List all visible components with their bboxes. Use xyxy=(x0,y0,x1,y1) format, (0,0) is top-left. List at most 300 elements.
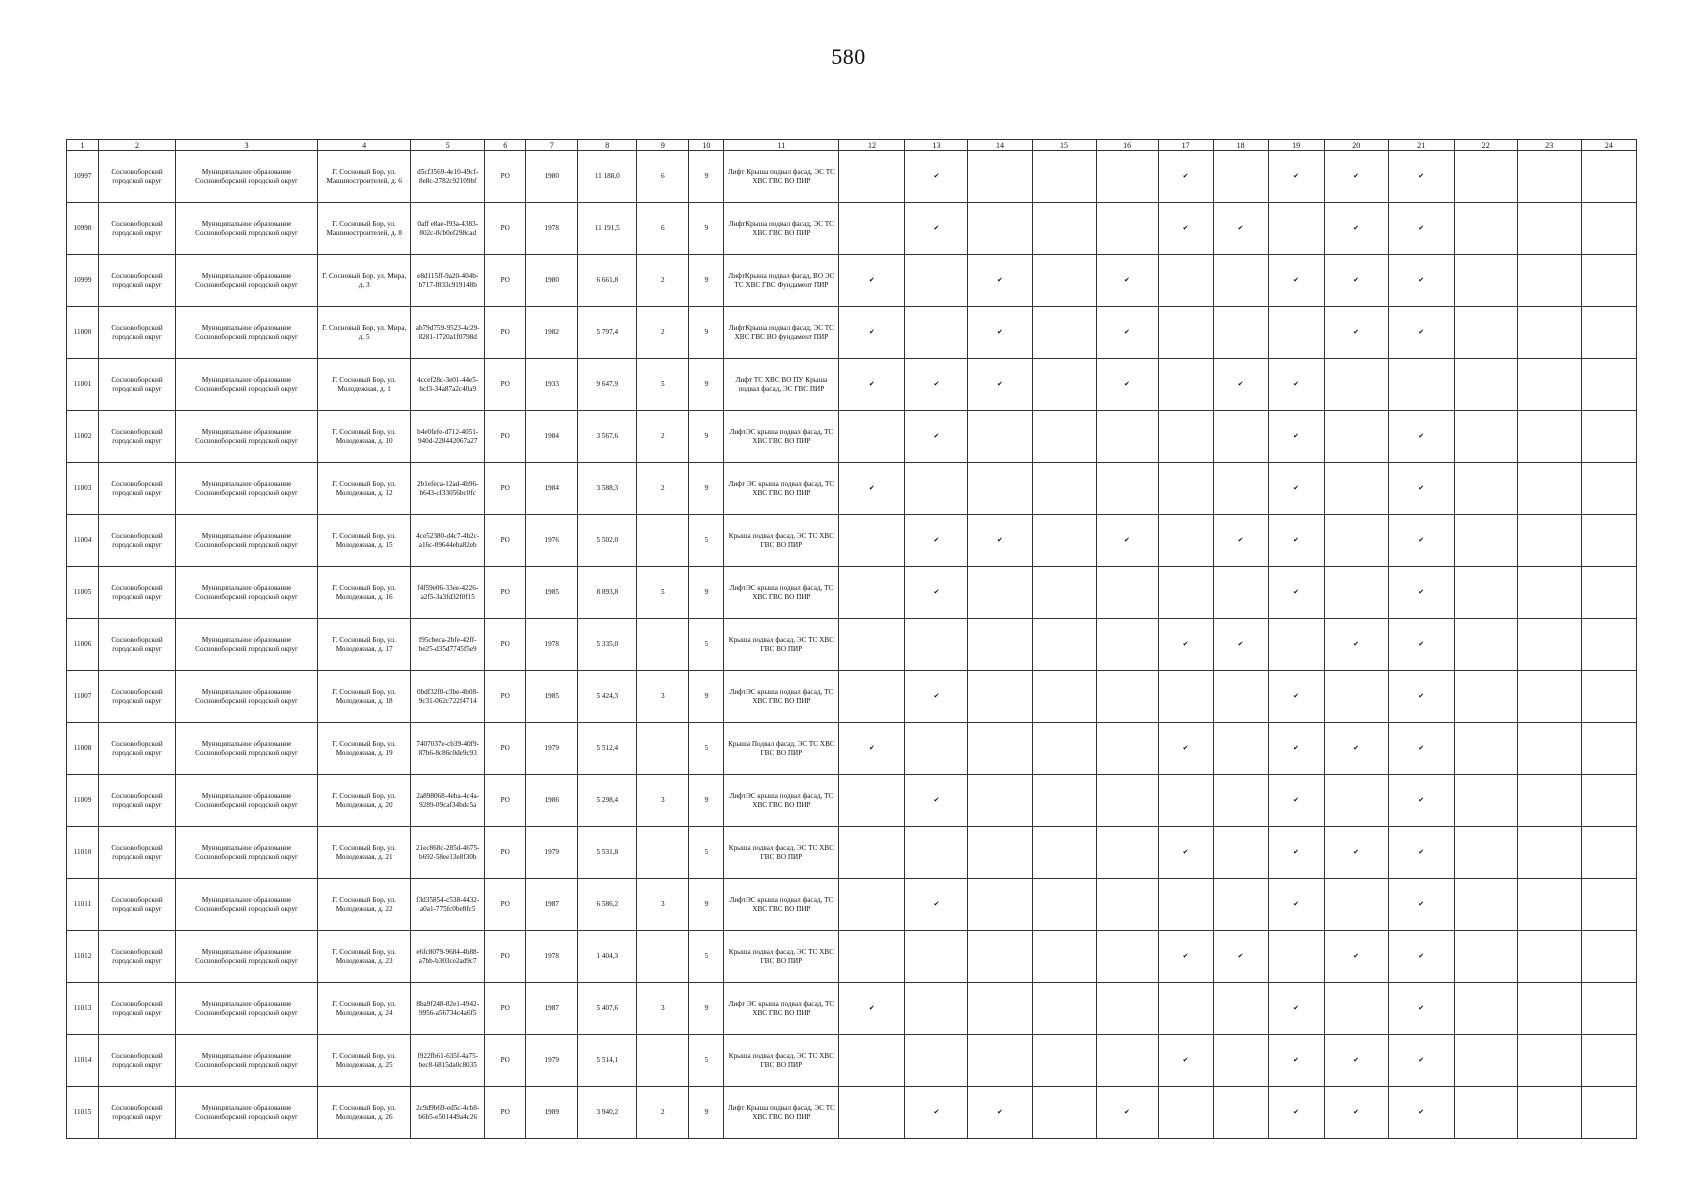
address-cell: Г. Сосновый Бор, ул. Молодежная, д. 19 xyxy=(318,723,411,775)
col9-cell xyxy=(637,619,689,671)
floors-cell: 9 xyxy=(689,1087,724,1139)
empty-cell xyxy=(1454,203,1517,255)
area-cell: 8 893,8 xyxy=(578,567,637,619)
empty-cell xyxy=(1213,567,1268,619)
empty-cell xyxy=(1454,1035,1517,1087)
area-cell: 5 514,1 xyxy=(578,1035,637,1087)
empty-cell xyxy=(1213,1087,1268,1139)
empty-cell xyxy=(1454,827,1517,879)
check-mark-icon: ✔ xyxy=(1268,671,1324,723)
year-cell: 1978 xyxy=(526,619,578,671)
empty-cell xyxy=(839,931,905,983)
address-cell: Г. Сосновый Бор, ул. Молодежная, д. 17 xyxy=(318,619,411,671)
check-mark-icon: ✔ xyxy=(1096,255,1158,307)
check-mark-icon: ✔ xyxy=(1268,1087,1324,1139)
year-cell: 1978 xyxy=(526,203,578,255)
works-cell: ЛифтЭС крыша подвал фасад, ТС ХВС ГВС ВО ПИР xyxy=(724,411,839,463)
district-cell: Сосновоборский городской округ xyxy=(99,411,176,463)
type-cell: РО xyxy=(485,203,526,255)
guid-cell: e6fc8079-9684-4b88-a7bb-b303ce2ad9c7 xyxy=(411,931,485,983)
empty-cell xyxy=(1581,1035,1636,1087)
guid-cell: e8d115ff-9a20-404b-b717-f833c919148b xyxy=(411,255,485,307)
empty-cell xyxy=(1517,567,1581,619)
column-number-21: 21 xyxy=(1388,140,1454,151)
type-cell: РО xyxy=(485,931,526,983)
empty-cell xyxy=(905,255,968,307)
type-cell: РО xyxy=(485,1087,526,1139)
check-mark-icon: ✔ xyxy=(905,879,968,931)
floors-cell: 5 xyxy=(689,1035,724,1087)
column-number-18: 18 xyxy=(1213,140,1268,151)
municipality-cell: Муниципальное образование Сосновоборский городской округ xyxy=(176,411,318,463)
table-row xyxy=(67,203,1637,255)
check-mark-icon: ✔ xyxy=(1158,1035,1213,1087)
empty-cell xyxy=(1213,983,1268,1035)
check-mark-icon: ✔ xyxy=(1388,463,1454,515)
area-cell: 5 424,3 xyxy=(578,671,637,723)
check-mark-icon: ✔ xyxy=(1158,827,1213,879)
floors-cell: 5 xyxy=(689,931,724,983)
floors-cell: 9 xyxy=(689,203,724,255)
type-cell: РО xyxy=(485,411,526,463)
empty-cell xyxy=(968,151,1032,203)
area-cell: 5 407,6 xyxy=(578,983,637,1035)
empty-cell xyxy=(1213,151,1268,203)
table-row xyxy=(67,151,1637,203)
works-cell: Лифт ЭС крыша подвал фасад, ТС ХВС ГВС ВО ПИР xyxy=(724,983,839,1035)
empty-cell xyxy=(839,1035,905,1087)
floors-cell: 5 xyxy=(689,723,724,775)
district-cell: Сосновоборский городской округ xyxy=(99,983,176,1035)
empty-cell xyxy=(1454,567,1517,619)
check-mark-icon: ✔ xyxy=(1324,255,1388,307)
check-mark-icon: ✔ xyxy=(905,203,968,255)
table-row xyxy=(67,723,1637,775)
col9-cell: 3 xyxy=(637,879,689,931)
housing-registry-table xyxy=(66,139,1637,1139)
column-number-4: 4 xyxy=(318,140,411,151)
empty-cell xyxy=(1096,463,1158,515)
col9-cell: 6 xyxy=(637,151,689,203)
guid-cell: 21ec868c-285d-4675-b692-58ee13e8f30b xyxy=(411,827,485,879)
address-cell: Г. Сосновый Бор, ул. Молодежная, д. 1 xyxy=(318,359,411,411)
empty-cell xyxy=(1268,203,1324,255)
table-row xyxy=(67,619,1637,671)
empty-cell xyxy=(1324,983,1388,1035)
row-id: 11007 xyxy=(67,671,99,723)
floors-cell: 5 xyxy=(689,619,724,671)
municipality-cell: Муниципальное образование Сосновоборский городской округ xyxy=(176,723,318,775)
type-cell: РО xyxy=(485,983,526,1035)
works-cell: ЛифтКрыша подвал фасад, ВО ЭС ТС ХВС ГВС Фундамент ПИР xyxy=(724,255,839,307)
empty-cell xyxy=(1454,1087,1517,1139)
table-row xyxy=(67,671,1637,723)
empty-cell xyxy=(1158,411,1213,463)
guid-cell: 0aff e8ae-f93a-4383-802c-0cb0ef298cad xyxy=(411,203,485,255)
check-mark-icon: ✔ xyxy=(1388,411,1454,463)
table-row xyxy=(67,463,1637,515)
check-mark-icon: ✔ xyxy=(905,151,968,203)
check-mark-icon: ✔ xyxy=(968,255,1032,307)
check-mark-icon: ✔ xyxy=(905,775,968,827)
check-mark-icon: ✔ xyxy=(1388,827,1454,879)
empty-cell xyxy=(1581,567,1636,619)
table-row xyxy=(67,1087,1637,1139)
empty-cell xyxy=(839,151,905,203)
check-mark-icon: ✔ xyxy=(1158,619,1213,671)
check-mark-icon: ✔ xyxy=(1388,151,1454,203)
address-cell: Г. Сосновый Бор, ул. Молодежная, д. 25 xyxy=(318,1035,411,1087)
check-mark-icon: ✔ xyxy=(1324,931,1388,983)
area-cell: 11 188,0 xyxy=(578,151,637,203)
works-cell: ЛифтКрыша подвал фасад, ЭС ТС ХВС ГВС ВО ПИР xyxy=(724,203,839,255)
district-cell: Сосновоборский городской округ xyxy=(99,671,176,723)
column-number-22: 22 xyxy=(1454,140,1517,151)
col9-cell: 3 xyxy=(637,983,689,1035)
empty-cell xyxy=(1096,775,1158,827)
empty-cell xyxy=(1096,1035,1158,1087)
empty-cell xyxy=(1213,723,1268,775)
empty-cell xyxy=(1454,463,1517,515)
row-id: 10997 xyxy=(67,151,99,203)
empty-cell xyxy=(968,983,1032,1035)
type-cell: РО xyxy=(485,671,526,723)
empty-cell xyxy=(1032,1087,1096,1139)
works-cell: ЛифтЭС крыша подвал фасад, ТС ХВС ГВС ВО ПИР xyxy=(724,671,839,723)
district-cell: Сосновоборский городской округ xyxy=(99,255,176,307)
check-mark-icon: ✔ xyxy=(1096,359,1158,411)
row-id: 10999 xyxy=(67,255,99,307)
column-number-14: 14 xyxy=(968,140,1032,151)
works-cell: ЛифтКрыша подвал фасад, ЭС ТС ХВС ГВС ВО фундамент ПИР xyxy=(724,307,839,359)
address-cell: Г. Сосновый Бор, ул. Молодежная, д. 22 xyxy=(318,879,411,931)
empty-cell xyxy=(1032,411,1096,463)
empty-cell xyxy=(1158,255,1213,307)
row-id: 11014 xyxy=(67,1035,99,1087)
empty-cell xyxy=(1096,879,1158,931)
check-mark-icon: ✔ xyxy=(1268,879,1324,931)
year-cell: 1987 xyxy=(526,983,578,1035)
check-mark-icon: ✔ xyxy=(1388,255,1454,307)
address-cell: Г. Сосновый Бор, ул. Молодежная, д. 20 xyxy=(318,775,411,827)
empty-cell xyxy=(1213,411,1268,463)
type-cell: РО xyxy=(485,151,526,203)
empty-cell xyxy=(1096,723,1158,775)
column-number-16: 16 xyxy=(1096,140,1158,151)
works-cell: ЛифтЭС крыша подвал фасад, ТС ХВС ГВС ВО ПИР xyxy=(724,879,839,931)
empty-cell xyxy=(1032,619,1096,671)
check-mark-icon: ✔ xyxy=(1268,255,1324,307)
column-number-5: 5 xyxy=(411,140,485,151)
col9-cell: 2 xyxy=(637,411,689,463)
area-cell: 3 588,3 xyxy=(578,463,637,515)
works-cell: Крыша подвал фасад, ЭС ТС ХВС ГВС ВО ПИР xyxy=(724,515,839,567)
check-mark-icon: ✔ xyxy=(1388,671,1454,723)
guid-cell: b4e0fefe-d712-4051-940d-228442067a27 xyxy=(411,411,485,463)
municipality-cell: Муниципальное образование Сосновоборский городской округ xyxy=(176,879,318,931)
floors-cell: 9 xyxy=(689,255,724,307)
row-id: 11001 xyxy=(67,359,99,411)
col9-cell: 3 xyxy=(637,671,689,723)
works-cell: ЛифтЭС крыша подвал фасад, ТС ХВС ГВС ВО ПИР xyxy=(724,775,839,827)
empty-cell xyxy=(1581,151,1636,203)
guid-cell: 2c9d9b69-ed5c-4cb8-b6b5-e501449a4c26 xyxy=(411,1087,485,1139)
col9-cell xyxy=(637,723,689,775)
guid-cell: 0bdf32f0-c3be-4b08-9c31-062c722f4714 xyxy=(411,671,485,723)
row-id: 10998 xyxy=(67,203,99,255)
col9-cell: 2 xyxy=(637,255,689,307)
empty-cell xyxy=(1517,515,1581,567)
column-number-24: 24 xyxy=(1581,140,1636,151)
address-cell: Г. Сосновый Бор, ул. Машиностроителей, д. 8 xyxy=(318,203,411,255)
empty-cell xyxy=(1517,827,1581,879)
address-cell: Г. Сосновый Бор, ул. Молодежная, д. 10 xyxy=(318,411,411,463)
year-cell: 1980 xyxy=(526,255,578,307)
column-number-7: 7 xyxy=(526,140,578,151)
municipality-cell: Муниципальное образование Сосновоборский городской округ xyxy=(176,827,318,879)
address-cell: Г. Сосновый Бор, ул. Молодежная, д. 16 xyxy=(318,567,411,619)
empty-cell xyxy=(1517,255,1581,307)
works-cell: Крыша подвал фасад, ЭС ТС ХВС ГВС ВО ПИР xyxy=(724,1035,839,1087)
empty-cell xyxy=(1517,671,1581,723)
column-number-12: 12 xyxy=(839,140,905,151)
empty-cell xyxy=(1032,827,1096,879)
empty-cell xyxy=(839,879,905,931)
check-mark-icon: ✔ xyxy=(839,463,905,515)
empty-cell xyxy=(1032,463,1096,515)
municipality-cell: Муниципальное образование Сосновоборский городской округ xyxy=(176,1035,318,1087)
column-number-3: 3 xyxy=(176,140,318,151)
check-mark-icon: ✔ xyxy=(1388,1087,1454,1139)
check-mark-icon: ✔ xyxy=(839,255,905,307)
empty-cell xyxy=(1517,723,1581,775)
floors-cell: 9 xyxy=(689,671,724,723)
address-cell: Г. Сосновый Бор, ул. Молодежная, д. 24 xyxy=(318,983,411,1035)
year-cell: 1987 xyxy=(526,879,578,931)
check-mark-icon: ✔ xyxy=(1213,515,1268,567)
type-cell: РО xyxy=(485,567,526,619)
table-row xyxy=(67,775,1637,827)
year-cell: 1976 xyxy=(526,515,578,567)
empty-cell xyxy=(1454,307,1517,359)
empty-cell xyxy=(1158,671,1213,723)
check-mark-icon: ✔ xyxy=(1388,723,1454,775)
empty-cell xyxy=(1581,983,1636,1035)
table-row xyxy=(67,307,1637,359)
area-cell: 11 191,5 xyxy=(578,203,637,255)
municipality-cell: Муниципальное образование Сосновоборский городской округ xyxy=(176,255,318,307)
check-mark-icon: ✔ xyxy=(839,359,905,411)
check-mark-icon: ✔ xyxy=(1268,359,1324,411)
area-cell: 5 298,4 xyxy=(578,775,637,827)
floors-cell: 9 xyxy=(689,359,724,411)
check-mark-icon: ✔ xyxy=(1324,723,1388,775)
column-number-17: 17 xyxy=(1158,140,1213,151)
empty-cell xyxy=(1454,671,1517,723)
page-number: 580 xyxy=(831,44,866,69)
address-cell: Г. Сосновый Бор, ул. Машиностроителей, д. 6 xyxy=(318,151,411,203)
check-mark-icon: ✔ xyxy=(1268,827,1324,879)
works-cell: Лифт ТС ХВС ВО ПУ Крыша подвал фасад, ЭС ГВС ПИР xyxy=(724,359,839,411)
empty-cell xyxy=(1581,879,1636,931)
empty-cell xyxy=(1324,359,1388,411)
empty-cell xyxy=(1581,411,1636,463)
empty-cell xyxy=(1581,255,1636,307)
empty-cell xyxy=(1096,827,1158,879)
works-cell: Крыша подвал фасад, ЭС ТС ХВС ГВС ВО ПИР xyxy=(724,827,839,879)
check-mark-icon: ✔ xyxy=(1324,619,1388,671)
col9-cell xyxy=(637,827,689,879)
check-mark-icon: ✔ xyxy=(1158,151,1213,203)
works-cell: Лифт Крыша подвал фасад, ЭС ТС ХВС ГВС ВО ПИР xyxy=(724,151,839,203)
empty-cell xyxy=(1213,463,1268,515)
area-cell: 5 512,4 xyxy=(578,723,637,775)
empty-cell xyxy=(905,723,968,775)
type-cell: РО xyxy=(485,723,526,775)
empty-cell xyxy=(1213,255,1268,307)
year-cell: 1985 xyxy=(526,671,578,723)
district-cell: Сосновоборский городской округ xyxy=(99,723,176,775)
table-row xyxy=(67,255,1637,307)
area-cell: 5 335,0 xyxy=(578,619,637,671)
empty-cell xyxy=(1158,983,1213,1035)
check-mark-icon: ✔ xyxy=(1213,931,1268,983)
empty-cell xyxy=(1032,723,1096,775)
empty-cell xyxy=(968,879,1032,931)
check-mark-icon: ✔ xyxy=(1388,775,1454,827)
empty-cell xyxy=(839,411,905,463)
check-mark-icon: ✔ xyxy=(1213,619,1268,671)
column-number-1: 1 xyxy=(67,140,99,151)
row-id: 11008 xyxy=(67,723,99,775)
empty-cell xyxy=(1581,931,1636,983)
district-cell: Сосновоборский городской округ xyxy=(99,775,176,827)
empty-cell xyxy=(968,463,1032,515)
floors-cell: 9 xyxy=(689,879,724,931)
empty-cell xyxy=(1032,879,1096,931)
municipality-cell: Муниципальное образование Сосновоборский городской округ xyxy=(176,619,318,671)
empty-cell xyxy=(905,1035,968,1087)
table-row xyxy=(67,567,1637,619)
type-cell: РО xyxy=(485,775,526,827)
address-cell: Г. Сосновый Бор, ул. Молодежная, д. 15 xyxy=(318,515,411,567)
empty-cell xyxy=(1324,775,1388,827)
row-id: 11005 xyxy=(67,567,99,619)
empty-cell xyxy=(839,775,905,827)
district-cell: Сосновоборский городской округ xyxy=(99,827,176,879)
column-number-13: 13 xyxy=(905,140,968,151)
works-cell: Лифт Крыша подвал фасад, ЭС ТС ХВС ГВС ВО ПИР xyxy=(724,1087,839,1139)
column-number-8: 8 xyxy=(578,140,637,151)
empty-cell xyxy=(1454,879,1517,931)
municipality-cell: Муниципальное образование Сосновоборский городской округ xyxy=(176,983,318,1035)
type-cell: РО xyxy=(485,307,526,359)
year-cell: 1979 xyxy=(526,1035,578,1087)
area-cell: 3 940,2 xyxy=(578,1087,637,1139)
empty-cell xyxy=(1517,983,1581,1035)
empty-cell xyxy=(1388,359,1454,411)
check-mark-icon: ✔ xyxy=(905,671,968,723)
empty-cell xyxy=(968,203,1032,255)
empty-cell xyxy=(1517,775,1581,827)
empty-cell xyxy=(1032,1035,1096,1087)
empty-cell xyxy=(1454,931,1517,983)
empty-cell xyxy=(1581,827,1636,879)
guid-cell: f922fb61-635f-4a75-bec8-6815da0c8035 xyxy=(411,1035,485,1087)
district-cell: Сосновоборский городской округ xyxy=(99,463,176,515)
guid-cell: 2a898068-4eba-4c4a-9289-09caf34bdc5a xyxy=(411,775,485,827)
empty-cell xyxy=(1581,671,1636,723)
row-id: 11003 xyxy=(67,463,99,515)
empty-cell xyxy=(1158,463,1213,515)
col9-cell: 5 xyxy=(637,359,689,411)
empty-cell xyxy=(1324,879,1388,931)
municipality-cell: Муниципальное образование Сосновоборский городской округ xyxy=(176,307,318,359)
address-cell: Г. Сосновый Бор, ул. Мира, д. 5 xyxy=(318,307,411,359)
empty-cell xyxy=(1581,463,1636,515)
empty-cell xyxy=(1517,307,1581,359)
empty-cell xyxy=(1032,307,1096,359)
works-cell: Крыша Подвал фасад, ЭС ТС ХВС ГВС ВО ПИР xyxy=(724,723,839,775)
table-body xyxy=(67,151,1637,1139)
type-cell: РО xyxy=(485,463,526,515)
floors-cell: 5 xyxy=(689,827,724,879)
check-mark-icon: ✔ xyxy=(1324,203,1388,255)
floors-cell: 9 xyxy=(689,983,724,1035)
empty-cell xyxy=(839,1087,905,1139)
type-cell: РО xyxy=(485,879,526,931)
check-mark-icon: ✔ xyxy=(1268,1035,1324,1087)
column-number-10: 10 xyxy=(689,140,724,151)
municipality-cell: Муниципальное образование Сосновоборский городской округ xyxy=(176,567,318,619)
district-cell: Сосновоборский городской округ xyxy=(99,1087,176,1139)
empty-cell xyxy=(1032,671,1096,723)
check-mark-icon: ✔ xyxy=(1213,359,1268,411)
col9-cell: 2 xyxy=(637,1087,689,1139)
check-mark-icon: ✔ xyxy=(1324,827,1388,879)
check-mark-icon: ✔ xyxy=(1158,203,1213,255)
row-id: 11015 xyxy=(67,1087,99,1139)
row-id: 11009 xyxy=(67,775,99,827)
check-mark-icon: ✔ xyxy=(1268,983,1324,1035)
area-cell: 6 661,8 xyxy=(578,255,637,307)
type-cell: РО xyxy=(485,515,526,567)
guid-cell: 7407037e-cb39-40f9-87b6-8c86c0de9c93 xyxy=(411,723,485,775)
check-mark-icon: ✔ xyxy=(905,411,968,463)
district-cell: Сосновоборский городской округ xyxy=(99,359,176,411)
municipality-cell: Муниципальное образование Сосновоборский городской округ xyxy=(176,671,318,723)
check-mark-icon: ✔ xyxy=(1388,515,1454,567)
empty-cell xyxy=(1454,515,1517,567)
empty-cell xyxy=(1268,619,1324,671)
empty-cell xyxy=(1032,151,1096,203)
empty-cell xyxy=(1324,515,1388,567)
empty-cell xyxy=(905,983,968,1035)
empty-cell xyxy=(1581,775,1636,827)
empty-cell xyxy=(1454,411,1517,463)
column-number-23: 23 xyxy=(1517,140,1581,151)
empty-cell xyxy=(1158,515,1213,567)
floors-cell: 9 xyxy=(689,775,724,827)
empty-cell xyxy=(1581,515,1636,567)
empty-cell xyxy=(1032,983,1096,1035)
col9-cell: 6 xyxy=(637,203,689,255)
works-cell: Крыша подвал фасад, ЭС ТС ХВС ГВС ВО ПИР xyxy=(724,619,839,671)
col9-cell xyxy=(637,515,689,567)
empty-cell xyxy=(1517,619,1581,671)
area-cell: 5 531,8 xyxy=(578,827,637,879)
empty-cell xyxy=(1517,359,1581,411)
